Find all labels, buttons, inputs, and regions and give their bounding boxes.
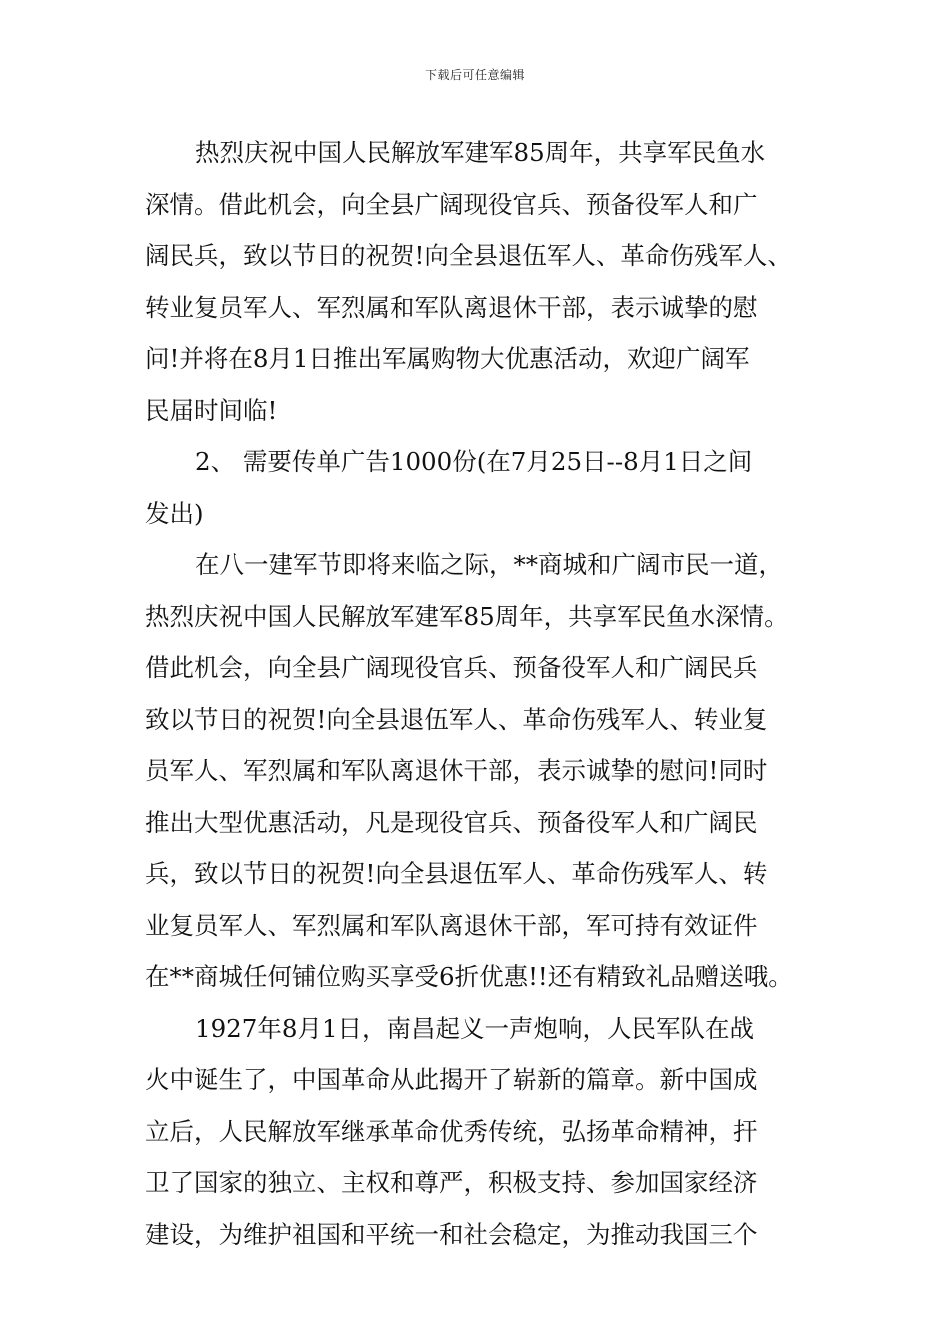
- text-line: 阔民兵，致以节日的祝贺!向全县退伍军人、革命伤残军人、: [145, 241, 792, 270]
- text-line: 热烈庆祝中国人民解放军建军85周年，共享军民鱼水深情。: [145, 601, 789, 631]
- text-line: 兵，致以节日的祝贺!向全县退伍军人、革命伤残军人、转: [145, 859, 768, 888]
- text-line: 民届时间临!: [145, 395, 278, 425]
- text-line: 推出大型优惠活动，凡是现役官兵、预备役军人和广阔民: [145, 807, 758, 837]
- page-header: 下载后可任意编辑: [424, 68, 525, 82]
- text-line: 1927年8月1日，南昌起义一声炮响，人民军队在战: [195, 1013, 755, 1043]
- text-line: 借此机会，向全县广阔现役官兵、预备役军人和广阔民兵: [145, 653, 758, 682]
- text-line: 2、 需要传单广告1000份(在7月25日--8月1日之间: [195, 447, 753, 476]
- text-line: 员军人、军烈属和军队离退休干部，表示诚挚的慰问!同时: [145, 756, 768, 785]
- text-line: 发出): [145, 498, 204, 528]
- text-line: 业复员军人、军烈属和军队离退休干部，军可持有效证件: [145, 910, 758, 940]
- text-line: 立后，人民解放军继承革命优秀传统，弘扬革命精神，扞: [145, 1116, 758, 1146]
- text-line: 在**商城任何铺位购买享受6折优惠!!还有精致礼品赠送哦。: [145, 962, 793, 991]
- text-line: 火中诞生了，中国革命从此揭开了崭新的篇章。新中国成: [145, 1065, 758, 1094]
- document-body: [145, 127, 825, 1260]
- text-line: 卫了国家的独立、主权和尊严，积极支持、参加国家经济: [145, 1168, 758, 1197]
- text-line: 转业复员军人、军烈属和军队离退休干部，表示诚挚的慰: [145, 292, 758, 322]
- text-line: 致以节日的祝贺!向全县退伍军人、革命伤残军人、转业复: [145, 704, 768, 734]
- text-line: 深情。借此机会，向全县广阔现役官兵、预备役军人和广: [145, 189, 758, 219]
- text-line: 热烈庆祝中国人民解放军建军85周年，共享军民鱼水: [195, 138, 766, 167]
- text-line: 在八一建军节即将来临之际，**商城和广阔市民一道，: [195, 550, 783, 579]
- text-line: 问!并将在8月1日推出军属购物大优惠活动，欢迎广阔军: [145, 344, 750, 373]
- text-line: 建设，为维护祖国和平统一和社会稳定，为推动我国三个: [145, 1219, 758, 1249]
